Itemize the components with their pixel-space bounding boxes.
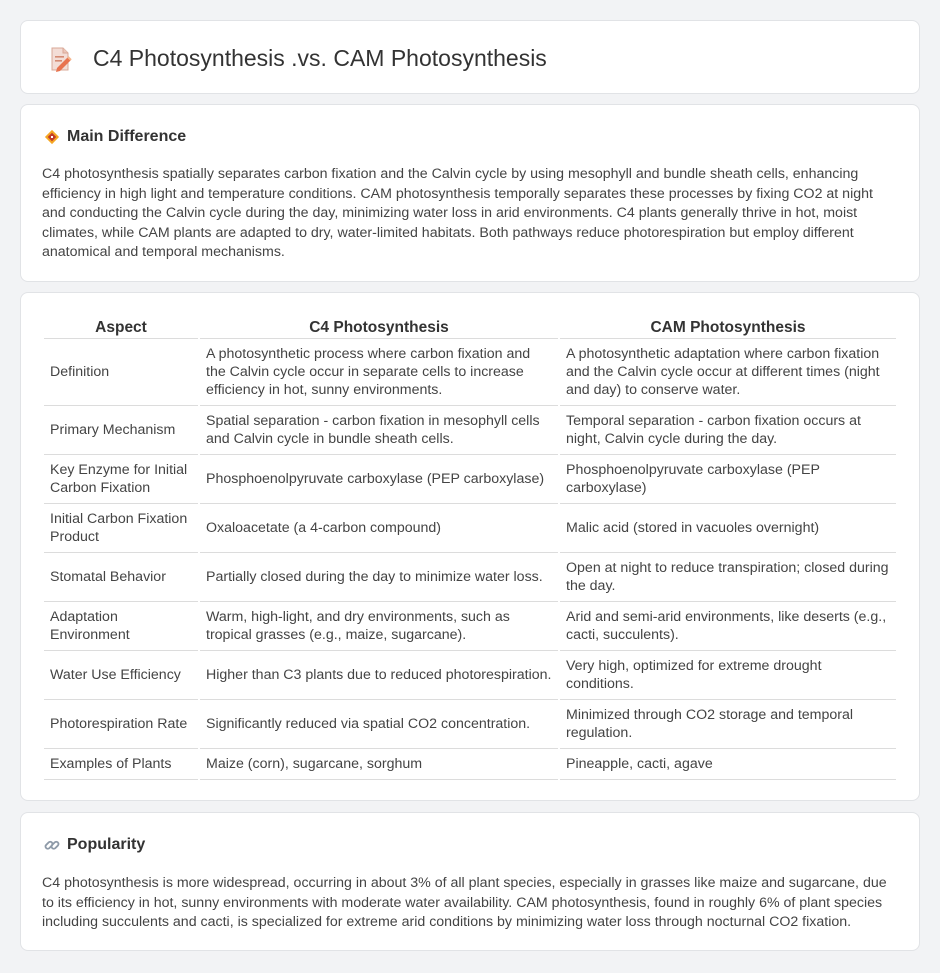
comparison-card [20,292,920,801]
popularity-title: Popularity [67,836,146,853]
row-aspect: Primary Mechanism [44,406,198,455]
table-row [44,700,896,749]
popularity-card [20,812,920,951]
row-aspect: Adaptation Environment [44,602,198,651]
row-aspect: Definition [44,339,198,406]
main-difference-card [20,104,920,282]
table-row [44,651,896,700]
header-card [20,20,920,94]
title-row [47,45,547,72]
header-c4: C4 Photosynthesis [200,315,558,339]
row-cam: A photosynthetic adaptation where carbon fixation and the Calvin cycle occur at different times (night and day) to conserve water. [560,339,896,406]
table-row [44,406,896,455]
row-cam: Temporal separation - carbon fixation occurs at night, Calvin cycle during the day. [560,406,896,455]
popularity-heading-row [43,836,145,854]
table-row [44,602,896,651]
table-row [44,455,896,504]
row-cam: Malic acid (stored in vacuoles overnight) [560,504,896,553]
row-c4: Higher than C3 plants due to reduced photorespiration. [200,651,558,700]
comparison-table [42,315,898,780]
row-cam: Minimized through CO2 storage and temporal regulation. [560,700,896,749]
page-title: C4 Photosynthesis .vs. CAM Photosynthesis [93,45,547,71]
diamond-signs-icon [43,128,61,146]
row-cam: Very high, optimized for extreme drought conditions. [560,651,896,700]
table-row [44,749,896,780]
row-c4: Significantly reduced via spatial CO2 concentration. [200,700,558,749]
main-difference-text: C4 photosynthesis spatially separates carbon fixation and the Calvin cycle by using mesophyll and bundle sheath cells, enhancing efficiency in high light and temperature conditions. CAM photosynthesis temporally separates these processes by fixing CO2 at night and conducting the Calvin cycle during the day, minimizing water loss in arid environments. C4 plants generally thrive in hot, moist climates, while CAM plants are adapted to dry, water-limited habitats. Both pathways reduce photorespiration but employ different anatomical and temporal mechanisms. [42,166,873,261]
row-aspect: Examples of Plants [44,749,198,780]
row-aspect: Key Enzyme for Initial Carbon Fixation [44,455,198,504]
row-c4: Oxaloacetate (a 4-carbon compound) [200,504,558,553]
row-c4: Warm, high-light, and dry environments, such as tropical grasses (e.g., maize, sugarcane). [200,602,558,651]
row-c4: A photosynthetic process where carbon fixation and the Calvin cycle occur in separate cells to increase efficiency in hot, sunny environments. [200,339,558,406]
row-c4: Phosphoenolpyruvate carboxylase (PEP carboxylase) [200,455,558,504]
table-row [44,553,896,602]
main-difference-title: Main Difference [67,128,187,145]
row-c4: Spatial separation - carbon fixation in mesophyll cells and Calvin cycle in bundle sheath cells. [200,406,558,455]
row-cam: Pineapple, cacti, agave [560,749,896,780]
row-cam: Phosphoenolpyruvate carboxylase (PEP carboxylase) [560,455,896,504]
document-edit-icon [47,46,73,72]
table-row [44,339,896,406]
row-aspect: Water Use Efficiency [44,651,198,700]
row-c4: Maize (corn), sugarcane, sorghum [200,749,558,780]
row-aspect: Photorespiration Rate [44,700,198,749]
table-row [44,504,896,553]
row-aspect: Stomatal Behavior [44,553,198,602]
row-aspect: Initial Carbon Fixation Product [44,504,198,553]
row-c4: Partially closed during the day to minimize water loss. [200,553,558,602]
header-aspect: Aspect [44,315,198,339]
table-header-row [44,315,896,339]
popularity-text: C4 photosynthesis is more widespread, occurring in about 3% of all plant species, especially in grasses like maize and sugarcane, due to its efficiency in hot, sunny environments with moderate water availability. CAM photosynthesis, found in roughly 6% of plant species including succulents and cacti, is specialized for extreme arid conditions by minimizing water loss through nocturnal CO2 fixation. [42,875,887,931]
link-icon [43,836,61,854]
row-cam: Open at night to reduce transpiration; closed during the day. [560,553,896,602]
main-difference-heading-row [43,128,186,146]
row-cam: Arid and semi-arid environments, like deserts (e.g., cacti, succulents). [560,602,896,651]
header-cam: CAM Photosynthesis [560,315,896,339]
